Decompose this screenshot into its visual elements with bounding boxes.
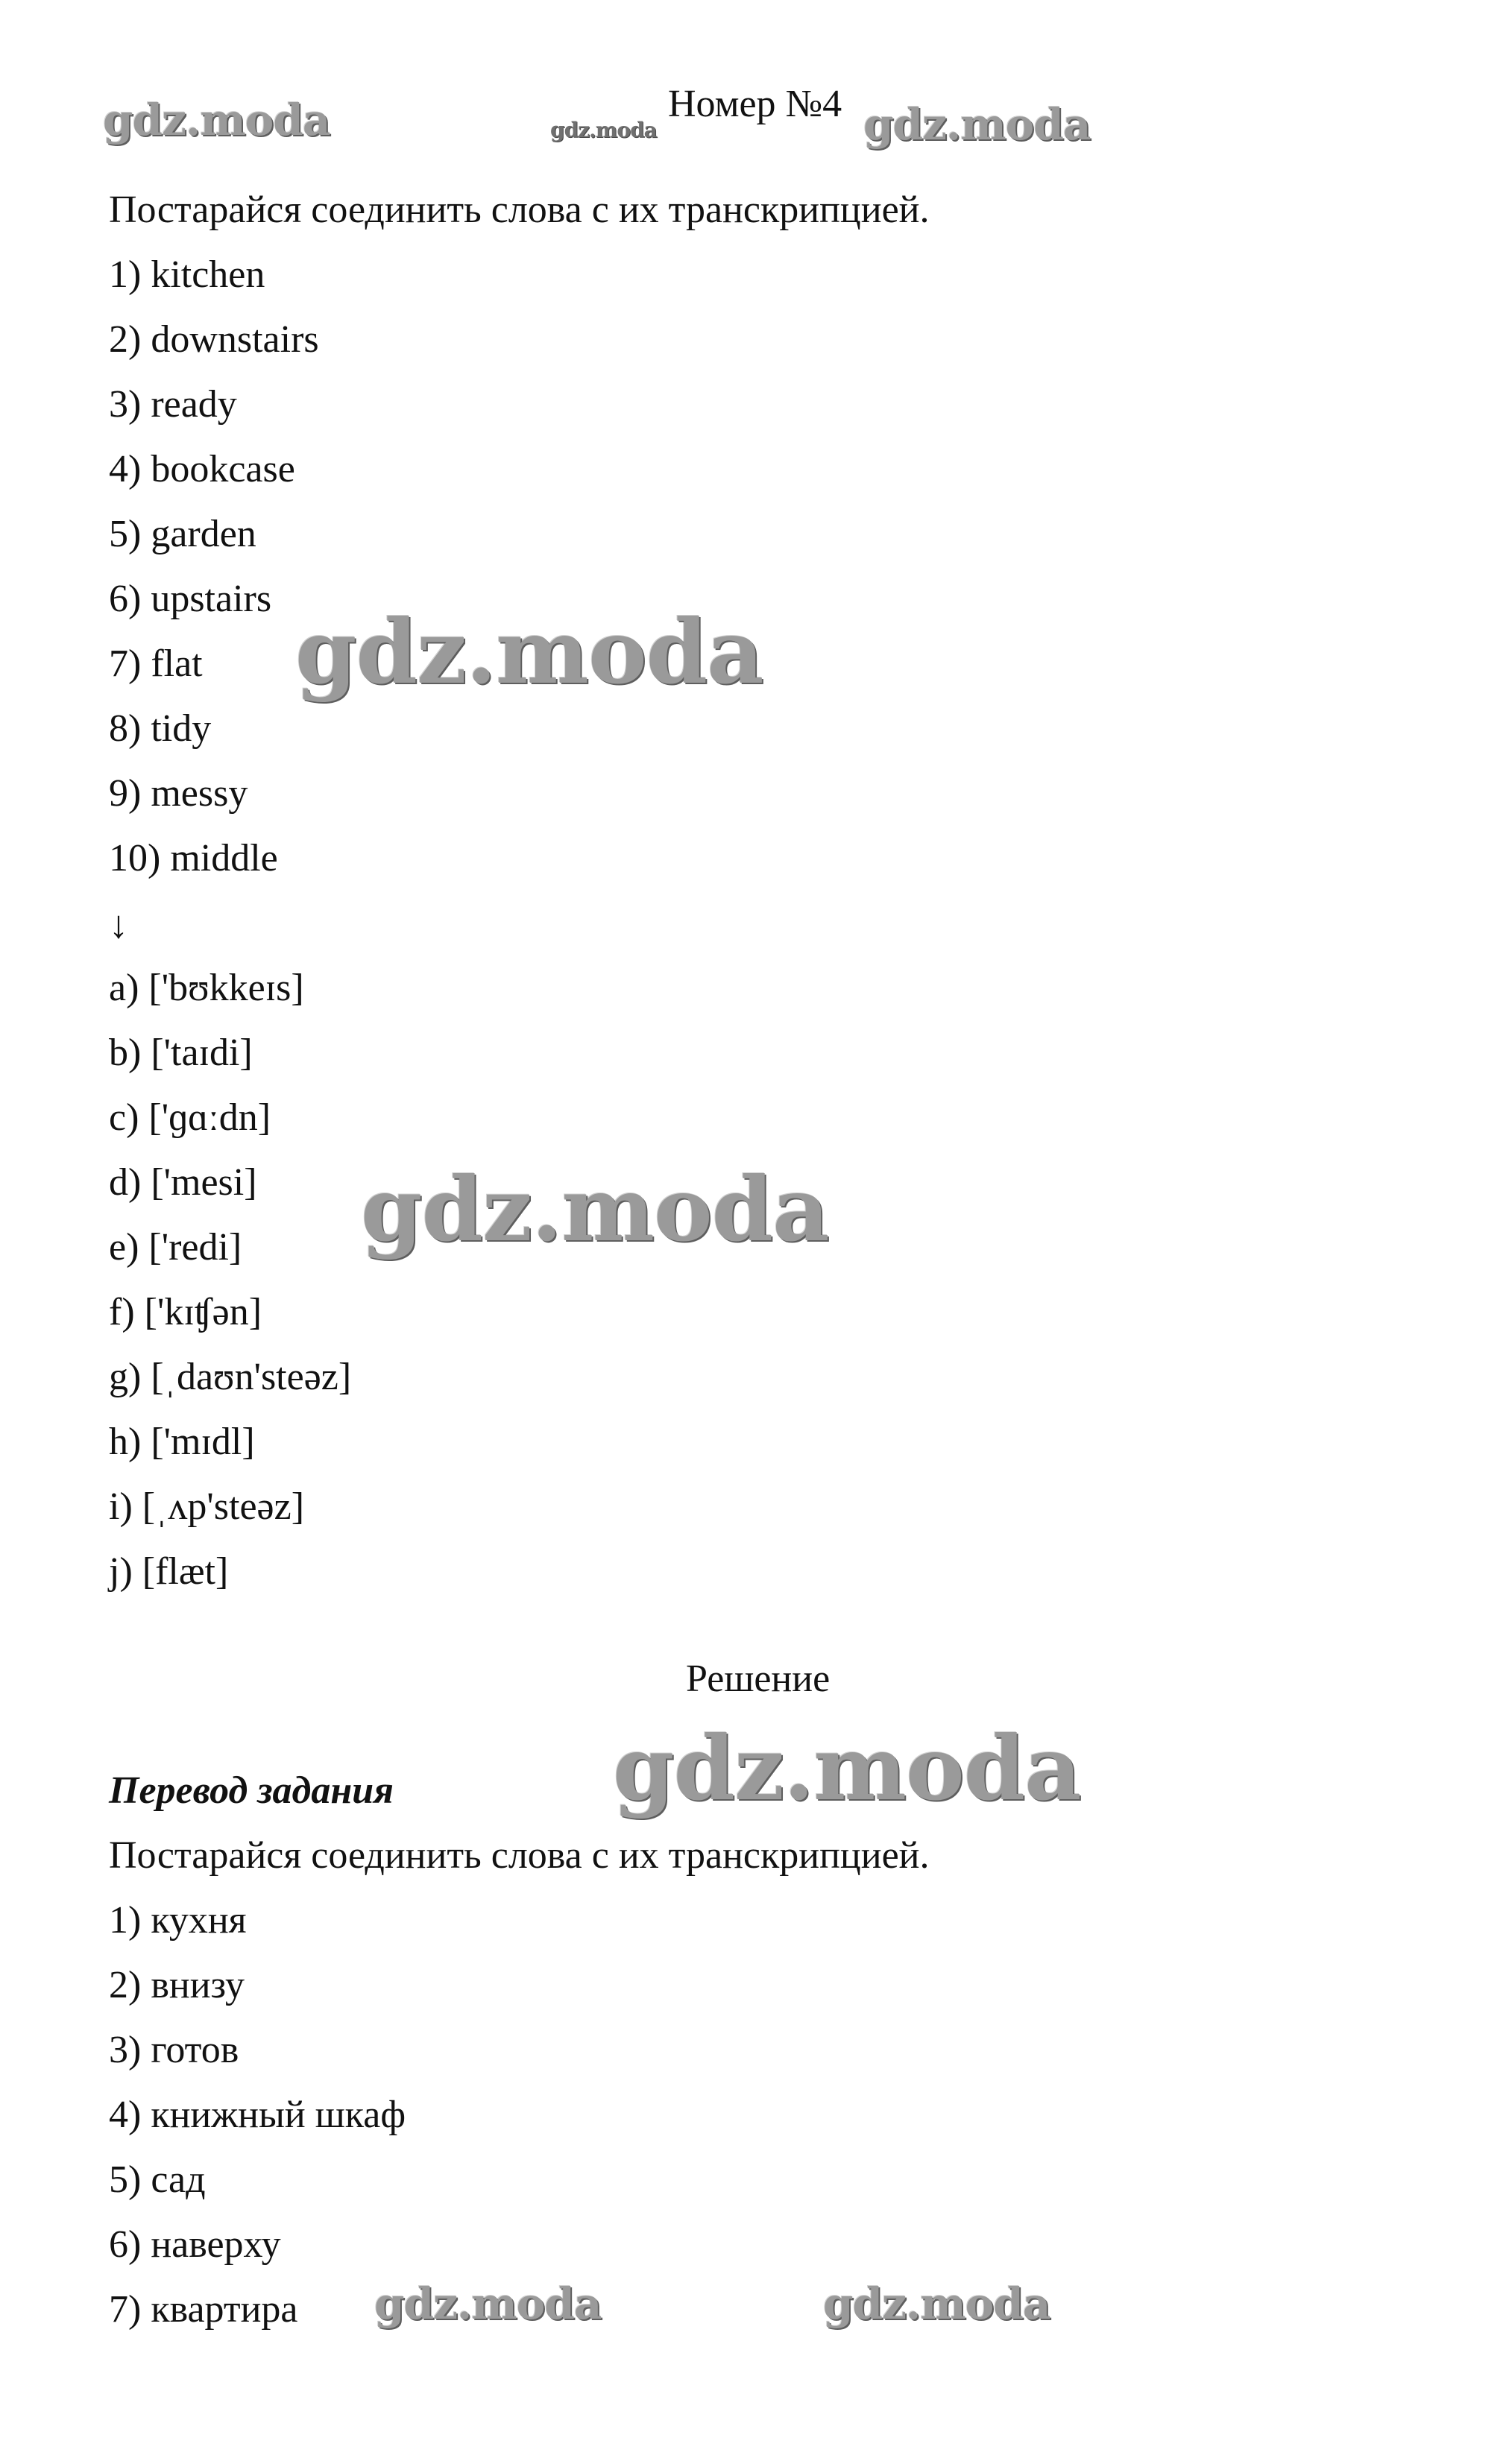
transcription-item: g) [ˌdaʊn'steəz] bbox=[109, 1356, 352, 1398]
watermark: gdz.moda bbox=[550, 118, 657, 142]
transcription-item: j) [flæt] bbox=[109, 1550, 229, 1593]
translation-instruction: Постарайся соединить слова с их транскрипцией. bbox=[109, 1834, 930, 1877]
word-item: 6) upstairs bbox=[109, 578, 272, 620]
translation-item: 1) кухня bbox=[109, 1899, 247, 1942]
translation-item: 4) книжный шкаф bbox=[109, 2094, 406, 2136]
word-item: 4) bookcase bbox=[109, 448, 295, 490]
translation-item: 2) внизу bbox=[109, 1964, 245, 2006]
translation-item: 5) сад bbox=[109, 2158, 206, 2201]
translation-heading: Перевод задания bbox=[109, 1769, 394, 1812]
word-item: 7) flat bbox=[109, 642, 203, 685]
translation-item: 7) квартира bbox=[109, 2288, 298, 2331]
word-item: 2) downstairs bbox=[109, 318, 319, 361]
watermark: gdz.moda bbox=[295, 600, 763, 704]
watermark: gdz.moda bbox=[863, 99, 1091, 150]
transcription-item: i) [ˌʌp'steəz] bbox=[109, 1485, 305, 1528]
translation-item: 6) наверху bbox=[109, 2223, 281, 2266]
watermark: gdz.moda bbox=[361, 1157, 829, 1261]
watermark: gdz.moda bbox=[103, 95, 330, 145]
transcription-item: h) ['mɪdl] bbox=[109, 1421, 255, 1463]
transcription-item: e) ['redi] bbox=[109, 1226, 242, 1269]
solution-heading: Решение bbox=[686, 1658, 831, 1700]
word-item: 10) middle bbox=[109, 837, 278, 879]
transcription-item: f) ['kɪʧən] bbox=[109, 1291, 262, 1333]
translation-item: 3) готов bbox=[109, 2029, 239, 2071]
page-title: Номер №4 bbox=[668, 83, 842, 125]
transcription-item: c) ['ɡɑːdn] bbox=[109, 1096, 271, 1139]
word-item: 9) messy bbox=[109, 772, 248, 815]
word-item: 3) ready bbox=[109, 383, 237, 426]
word-item: 5) garden bbox=[109, 513, 256, 555]
watermark: gdz.moda bbox=[613, 1716, 1081, 1820]
transcription-item: a) ['bʊkkeɪs] bbox=[109, 967, 304, 1009]
word-item: 1) kitchen bbox=[109, 253, 265, 296]
word-item: 8) tidy bbox=[109, 707, 212, 750]
down-arrow-icon: ↓ bbox=[109, 904, 128, 947]
transcription-item: b) ['taɪdi] bbox=[109, 1032, 253, 1074]
watermark: gdz.moda bbox=[374, 2278, 602, 2329]
transcription-item: d) ['mesi] bbox=[109, 1161, 257, 1204]
task-instruction: Постарайся соединить слова с их транскрипцией. bbox=[109, 189, 930, 231]
watermark: gdz.moda bbox=[823, 2278, 1050, 2329]
